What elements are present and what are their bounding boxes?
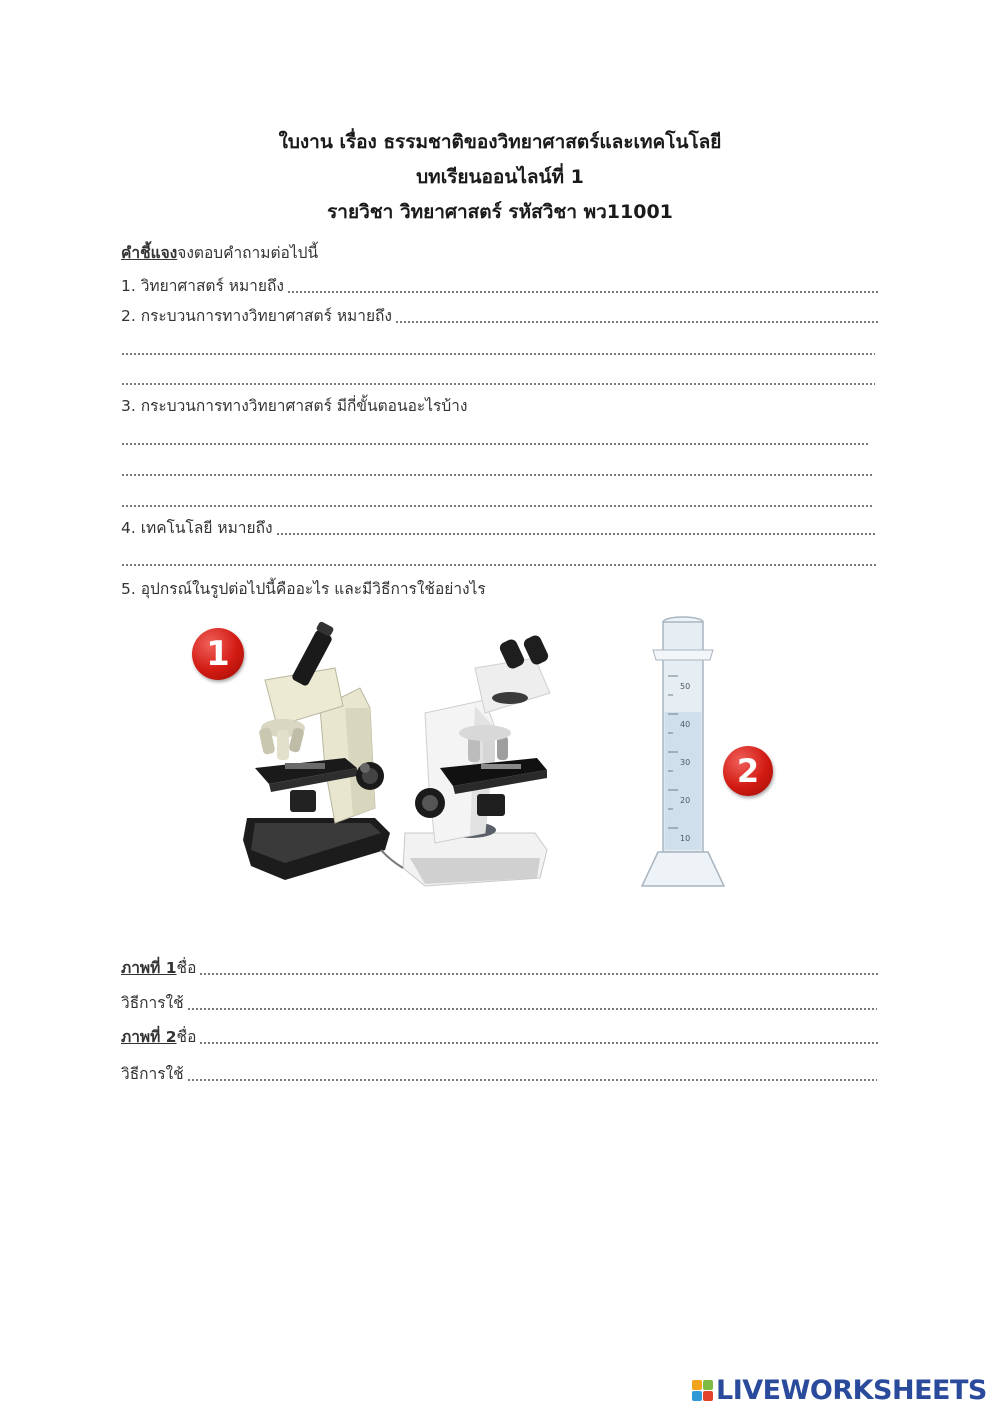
figure-2-badge: 2 (723, 746, 773, 796)
monocular-microscope (243, 621, 390, 880)
logo-square (692, 1391, 702, 1401)
question-4 (121, 518, 877, 540)
question-5 (121, 579, 721, 601)
liveworksheets-brand: LIVEWORKSHEETS (716, 1374, 987, 1406)
picture-1-name-label: ชื่อ (176, 959, 197, 977)
answer-row (121, 490, 872, 512)
answer-line-q3-1[interactable] (121, 442, 869, 446)
answer-line-q2[interactable] (395, 320, 879, 324)
picture-2-label: ภาพที่ 2 (121, 1028, 177, 1046)
question-1-text: 1. วิทยาศาสตร์ หมายถึง (121, 277, 284, 295)
answer-line-q4-2[interactable] (121, 563, 877, 567)
logo-square (692, 1380, 702, 1390)
picture-1-name-row (121, 958, 878, 980)
liveworksheets-logo-icon (692, 1380, 713, 1401)
microscope-illustration (185, 618, 575, 900)
logo-square (703, 1380, 713, 1390)
answer-row (121, 428, 869, 450)
answer-line-pic2-name[interactable] (199, 1041, 878, 1045)
picture-2-name-row (121, 1027, 878, 1049)
cylinder-mark: 20 (680, 796, 691, 805)
cylinder-mark: 10 (680, 834, 691, 843)
answer-line-q2-3[interactable] (121, 382, 875, 386)
picture-1-method-row (121, 993, 877, 1015)
question-5-text: 5. อุปกรณ์ในรูปต่อไปนี้คืออะไร และมีวิธีการใช้อย่างไร (121, 580, 486, 598)
figure-1-badge: 1 (192, 628, 244, 680)
answer-line-q1[interactable] (287, 290, 878, 294)
answer-line-q4[interactable] (276, 532, 877, 536)
question-1 (121, 276, 878, 298)
cylinder-mark: 40 (680, 720, 691, 729)
answer-row (121, 549, 877, 571)
instructions (121, 243, 821, 265)
question-2-text: 2. กระบวนการทางวิทยาศาสตร์ หมายถึง (121, 307, 392, 325)
answer-line-pic1-name[interactable] (199, 972, 878, 976)
answer-line-pic2-method[interactable] (187, 1078, 877, 1082)
picture-1-label: ภาพที่ 1 (121, 959, 177, 977)
question-3-text: 3. กระบวนการทางวิทยาศาสตร์ มีกี่ขั้นตอนอะไรบ้าง (121, 397, 468, 415)
picture-2-method-label: วิธีการใช้ (121, 1065, 184, 1083)
lesson-subtitle: บทเรียนออนไลน์ที่ 1 (416, 166, 584, 188)
picture-2-name-label: ชื่อ (176, 1028, 197, 1046)
binocular-microscope (381, 634, 550, 886)
instructions-label: คำชี้แจง (121, 244, 178, 262)
answer-line-q3-2[interactable] (121, 473, 872, 477)
cylinder-figure (628, 604, 778, 896)
picture-2-method-row (121, 1064, 877, 1086)
worksheet-title: ใบงาน เรื่อง ธรรมชาติของวิทยาศาสตร์และเทคโนโลยี (278, 131, 722, 153)
answer-line-q2-2[interactable] (121, 352, 875, 356)
question-3 (121, 396, 721, 418)
course-subtitle: รายวิชา วิทยาศาสตร์ รหัสวิชา พว11001 (327, 201, 673, 223)
question-4-text: 4. เทคโนโลยี หมายถึง (121, 519, 273, 537)
cylinder-mark: 30 (680, 758, 691, 767)
cylinder-mark: 50 (680, 682, 691, 691)
logo-square (703, 1391, 713, 1401)
question-2 (121, 306, 879, 328)
microscopes-figure (185, 618, 575, 900)
picture-1-method-label: วิธีการใช้ (121, 994, 184, 1012)
liveworksheets-logo[interactable] (692, 1374, 987, 1406)
answer-row (121, 368, 875, 390)
cylinder-scale (680, 668, 690, 858)
answer-row (121, 338, 875, 360)
answer-line-q3-3[interactable] (121, 504, 872, 508)
instructions-text: จงตอบคำถามต่อไปนี้ (177, 244, 319, 262)
answer-line-pic1-method[interactable] (187, 1007, 877, 1011)
answer-row (121, 459, 872, 481)
